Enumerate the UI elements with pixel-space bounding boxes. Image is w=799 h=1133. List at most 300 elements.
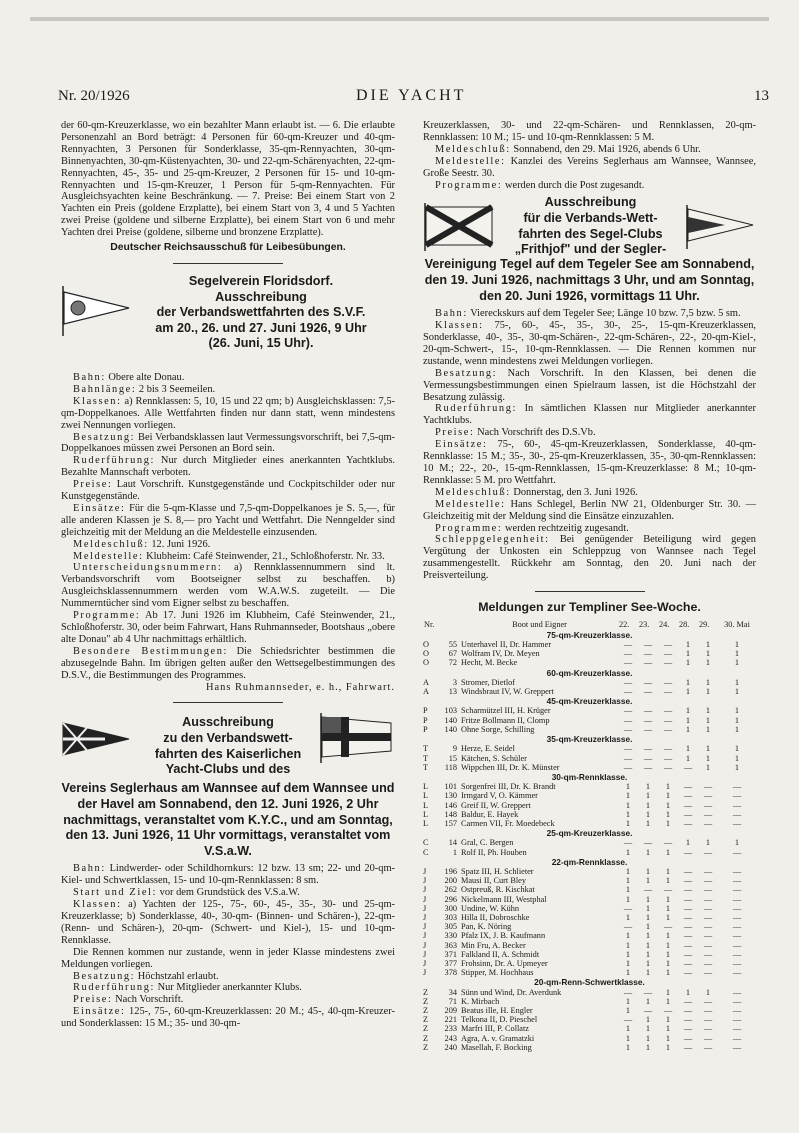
day-entry: — — [703, 1033, 713, 1043]
page-number: 13 — [754, 88, 769, 104]
day-entry: 1 — [645, 940, 651, 950]
sail-number: 157 — [444, 818, 457, 828]
day-entry: — — [732, 949, 742, 959]
paragraph-text: Kanzlei des Vereins Seglerhaus am Wannsee, Wannsee, Große Seestr. 30. — [423, 155, 756, 179]
sail-letter: Z — [423, 1042, 429, 1052]
day-entry: — — [683, 866, 693, 876]
day-entry: — — [732, 931, 742, 941]
running-header — [58, 88, 769, 108]
paragraph — [423, 120, 756, 144]
paragraph — [423, 403, 756, 427]
day-entry: — — [623, 762, 633, 772]
table-row — [423, 744, 756, 753]
sail-letter: O — [423, 649, 429, 659]
day-entry: — — [683, 968, 693, 978]
kyc-body — [61, 863, 395, 1030]
day-entry: 1 — [685, 744, 691, 754]
tegel-pennant-icon — [685, 205, 755, 249]
day-entry: — — [663, 753, 673, 763]
boat-and-owner: Kätchen, S. Schüler — [461, 753, 527, 763]
day-entry: 1 — [645, 968, 651, 978]
sail-number: 303 — [444, 912, 457, 922]
paragraph — [61, 455, 395, 479]
day-entry: — — [683, 912, 693, 922]
paragraph-keyword: Klassen: — [435, 320, 484, 332]
title-line: Ausschreibung — [182, 715, 274, 730]
day-entry: — — [683, 809, 693, 819]
table-row — [423, 1034, 756, 1043]
paragraph-text: Klubheim: Café Steinwender, 21., Schloßhoferstr. Nr. 33. — [143, 550, 385, 562]
paragraph — [423, 439, 756, 487]
table-row — [423, 922, 756, 931]
paragraph — [423, 523, 756, 535]
day-entry: 1 — [665, 782, 671, 792]
day-entry: 1 — [645, 818, 651, 828]
paragraph-keyword: Ruderführung: — [73, 455, 155, 467]
day-entry: — — [703, 847, 713, 857]
day-entry: 1 — [625, 800, 631, 810]
class-heading-row — [423, 977, 756, 987]
table-row — [423, 848, 756, 857]
day-entry: 1 — [734, 706, 740, 716]
day-entry: — — [732, 1005, 742, 1015]
table-row — [423, 950, 756, 959]
day-entry: 1 — [705, 838, 711, 848]
day-entry: 1 — [625, 809, 631, 819]
day-entry: — — [683, 847, 693, 857]
paragraph-text: Ab 17. Juni 1926 im Klubheim, Café Steinwender, 21., Schloßhoferstr. 30, oder beim Fahrwart, Hans Ruhmannseder, Bootshaus „obere alte Donau" ab 4 Uhr nachmittags erhältlich. — [61, 610, 395, 645]
paragraph — [423, 368, 756, 404]
table-header-row — [423, 619, 756, 630]
day-entry: 1 — [734, 640, 740, 650]
paragraph-keyword: Programme: — [435, 179, 503, 191]
day-entry: 1 — [645, 931, 651, 941]
day-entry: — — [663, 658, 673, 668]
day-entry: 1 — [665, 1024, 671, 1034]
day-entry: 1 — [665, 1042, 671, 1052]
day-entry: 1 — [625, 968, 631, 978]
day-entry: — — [643, 838, 653, 848]
day-entry: — — [683, 949, 693, 959]
paragraph — [61, 899, 395, 947]
day-entry: — — [683, 922, 693, 932]
day-entry: 1 — [625, 996, 631, 1006]
sail-letter: A — [423, 677, 429, 687]
day-entry: — — [623, 649, 633, 659]
boat-and-owner: Sorgenfrei III, Dr. K. Brandt — [461, 782, 556, 792]
kyc-title-long: Vereins Seglerhaus am Wannsee auf dem Wannsee und der Havel am Sonnabend, den 12. Juni 1926, 2 Uhr nachmittags, veranstaltet vom K.Y.C., und am Sonntag, den 13. Juni 1926, 11 Uhr vormittags, veranstaltet vom V.S.a.W. — [61, 781, 395, 858]
day-entry: 1 — [645, 912, 651, 922]
paragraph-text: Höchstzahl erlaubt. — [135, 970, 219, 982]
sail-letter: J — [423, 912, 427, 922]
day-entry: — — [663, 649, 673, 659]
day-entry: — — [663, 922, 673, 932]
frithjof-title-short — [499, 195, 682, 257]
day-entry: — — [683, 1042, 693, 1052]
day-entry: 1 — [685, 724, 691, 734]
sail-number: 262 — [444, 885, 457, 895]
class-heading: 20-qm-Renn-Schwertklasse. — [534, 977, 645, 988]
paragraph — [61, 610, 395, 646]
day-entry: 1 — [665, 931, 671, 941]
paragraph-keyword: Besondere Bestimmungen: — [73, 645, 229, 657]
day-entry: — — [732, 876, 742, 886]
day-entry: 1 — [625, 940, 631, 950]
boat-and-owner: Herze, E. Seidel — [461, 744, 515, 754]
paragraph-text: Bei Verbandsklassen laut Vermessungsvorschrift, bei 7,5-qm-Doppelkanoes müssen zwei Personen an Bord sein. — [61, 431, 395, 455]
day-entry: 1 — [645, 809, 651, 819]
sail-letter: Z — [423, 987, 429, 997]
header-day: 29. — [699, 619, 710, 629]
paragraph — [61, 646, 395, 682]
day-entry: — — [643, 649, 653, 659]
class-heading: 75-qm-Kreuzerklasse. — [546, 629, 633, 640]
table-row — [423, 763, 756, 772]
day-entry: 1 — [705, 762, 711, 772]
day-entry: — — [663, 724, 673, 734]
boat-and-owner: Pan, K. Nöring — [461, 922, 512, 932]
paragraph-text: Obere alte Donau. — [105, 371, 185, 383]
boat-and-owner: Carmen VII, Fr. Moedebeck — [461, 818, 555, 828]
day-entry: — — [703, 958, 713, 968]
paragraph — [423, 308, 756, 320]
day-entry: — — [703, 800, 713, 810]
day-entry: — — [683, 885, 693, 895]
paragraph — [61, 479, 395, 503]
paragraph-text: werden durch die Post zugesandt. — [502, 179, 645, 191]
day-entry: — — [732, 847, 742, 857]
day-entry: 1 — [645, 958, 651, 968]
floridsdorf-heading — [61, 272, 395, 372]
day-entry: — — [643, 762, 653, 772]
title-line: zu den Verbandswett- — [163, 731, 293, 746]
sail-letter: Z — [423, 1005, 429, 1015]
day-entry: — — [683, 958, 693, 968]
day-entry: 1 — [705, 744, 711, 754]
sail-letter: C — [423, 838, 429, 848]
boat-and-owner: Falkland II, A. Schmidt — [461, 949, 540, 959]
day-entry: — — [703, 809, 713, 819]
day-entry: — — [703, 818, 713, 828]
day-entry: — — [732, 1033, 742, 1043]
paragraph-text: a) Rennklassennummern sind lt. Verbandsvorschrift vom Bootseigner selbst zu beschaffen. b) Ausgleichsklassennummern werden vom W.A.W.S. zugeteilt. — Die Nummerntücher sind vom Eigner selbst zu beschaffen. — [61, 562, 395, 610]
sail-number: 243 — [444, 1033, 457, 1043]
day-entry: — — [732, 903, 742, 913]
divider — [535, 591, 645, 592]
day-entry: 1 — [665, 800, 671, 810]
sail-number: 34 — [448, 987, 457, 997]
day-entry: 1 — [705, 987, 711, 997]
day-entry: 1 — [625, 931, 631, 941]
paragraph-text: Sonnabend, den 29. Mai 1926, abends 6 Uhr. — [510, 143, 701, 155]
paragraph-keyword: Ruderführung: — [73, 982, 155, 994]
header-nr: Nr. — [424, 619, 435, 629]
day-entry: — — [623, 987, 633, 997]
sail-letter: J — [423, 866, 427, 876]
title-line: der Verbandswettfahrten des S.V.F. — [156, 305, 366, 320]
paragraph — [423, 320, 756, 368]
sail-number: 13 — [448, 687, 457, 697]
paragraph — [423, 427, 756, 439]
table-row — [423, 997, 756, 1006]
boat-and-owner: Wippchen III, Dr. K. Münster — [461, 762, 560, 772]
paragraph — [61, 384, 395, 396]
day-entry: — — [643, 987, 653, 997]
sail-letter: J — [423, 876, 427, 886]
header-day: 24. — [659, 619, 670, 629]
sail-letter: L — [423, 809, 429, 819]
intro-paragraph: der 60-qm-Kreuzerklasse, wo ein bezahlter Mann erlaubt ist. — 6. Die erlaubte Personenzahl an Bord beträgt: 4 Personen für 60-qm-Kreuzer und 40-qm-Rennyachten, 3 Personen für Sonderklasse, 35-qm-Rennyachten, 30-qm-Binnenyachten, 30-qm-Küstenyachten, 30- und 22-qm-Schärenyachten, 22-qm-Rennyachten, 45-, 35- und 25-qm-Kreuzer, 2 Personen für 15- und 10-qm-Rennyachten und 15-qm-Kreuzer, 1 Person für 5-qm-Rennyachten. Für Ausgleichsyachten keine Beschränkung. — 7. Preise: Bei einem Start von 2 Yachten ein Preis (goldene Erzplatte), bei einem Start von 3, 4 und 5 Yachten zwei Preise (goldene und silberne Erzplatte), bei einem Start von 6 und mehr Yachten drei Preise (goldene, silberne und bronzene Erzplatte). — [61, 120, 395, 239]
day-entry: 1 — [665, 866, 671, 876]
sail-letter: L — [423, 818, 429, 828]
sail-number: 103 — [444, 706, 457, 716]
day-entry: — — [643, 1005, 653, 1015]
sail-number: 305 — [444, 922, 457, 932]
day-entry: 1 — [685, 677, 691, 687]
day-entry: 1 — [625, 949, 631, 959]
day-entry: 1 — [665, 912, 671, 922]
day-entry: — — [623, 922, 633, 932]
boat-and-owner: Hilla II, Dobroschke — [461, 912, 530, 922]
paragraph-keyword: Einsätze: — [73, 502, 126, 514]
day-entry: — — [663, 744, 673, 754]
day-entry: 1 — [645, 866, 651, 876]
class-heading-row — [423, 668, 756, 678]
day-entry: 1 — [665, 958, 671, 968]
day-entry: — — [663, 715, 673, 725]
paragraph-keyword: Einsätze: — [73, 1006, 126, 1018]
paragraph-text: Nur durch Mitglieder eines anerkannten Yachtklubs. Bezahlte Mannschaft verboten. — [61, 455, 395, 479]
class-heading-row — [423, 630, 756, 640]
day-entry: — — [732, 1015, 742, 1025]
day-entry: 1 — [705, 658, 711, 668]
sail-number: 67 — [448, 649, 457, 659]
sail-number: 196 — [444, 866, 457, 876]
day-entry: — — [683, 894, 693, 904]
paragraph-text: Kreuzerklassen, 30- und 22-qm-Schären- und Rennklassen, 20-qm-Rennklassen: 10 M.; 15- und 10-qm-Rennklassen: 5 M. — [423, 120, 756, 143]
day-entry: — — [703, 866, 713, 876]
paragraph-keyword: Start und Ziel: — [73, 887, 158, 899]
sail-number: 371 — [444, 949, 457, 959]
day-entry: 1 — [665, 1015, 671, 1025]
day-entry: — — [663, 706, 673, 716]
boat-and-owner: K. Mirbach — [461, 996, 500, 1006]
day-entry: — — [683, 996, 693, 1006]
day-entry: — — [703, 940, 713, 950]
paragraph — [61, 982, 395, 994]
day-entry: — — [703, 1024, 713, 1034]
day-entry: 1 — [645, 949, 651, 959]
boat-and-owner: Greif II, W. Greppert — [461, 800, 531, 810]
paragraph-text: a) Rennklassen: 5, 10, 15 und 22 qm; b) Ausgleichsklassen: 7,5-qm-Doppelkanoes. Alle Wettfahrten finden nur dann statt, wenn mindestens zwei Nennungen vorliegen. — [61, 395, 395, 431]
boat-and-owner: Windsbraut IV, W. Greppert — [461, 687, 554, 697]
divider — [173, 702, 283, 703]
day-entry: 1 — [685, 987, 691, 997]
day-entry: 1 — [665, 987, 671, 997]
sail-letter: L — [423, 791, 429, 801]
day-entry: — — [703, 903, 713, 913]
table-row — [423, 706, 756, 715]
paragraph-text: Die Schiedsrichter bestimmen die abzusegelnde Bahn. Im übrigen gelten außer den Wettsegelbestimmungen des D.S.V., die Bestimmungen des Programmes. — [61, 645, 396, 681]
day-entry: — — [663, 885, 673, 895]
day-entry: — — [643, 753, 653, 763]
title-line: Yacht-Clubs und des — [165, 762, 291, 777]
paragraph-text: Die Rennen kommen nur zustande, wenn in jeder Klasse mindestens zwei Meldungen vorliegen. — [61, 946, 395, 970]
sail-number: 1 — [452, 847, 457, 857]
class-heading: 30-qm-Rennklasse. — [551, 771, 628, 782]
kyc-heading — [61, 711, 395, 789]
day-entry: — — [732, 800, 742, 810]
day-entry: 1 — [665, 949, 671, 959]
day-entry: — — [683, 940, 693, 950]
paragraph — [61, 947, 395, 971]
day-entry: — — [683, 1015, 693, 1025]
boat-and-owner: Frohsinn, Dr. A. Upmeyer — [461, 958, 548, 968]
day-entry: — — [732, 782, 742, 792]
table-row — [423, 725, 756, 734]
magazine-title: DIE YACHT — [356, 87, 467, 104]
paragraph-text: 2 bis 3 Seemeilen. — [136, 383, 216, 395]
scan-edge — [30, 17, 769, 21]
paragraph — [61, 971, 395, 983]
class-heading: 60-qm-Kreuzerklasse. — [546, 667, 633, 678]
paragraph-keyword: Einsätze: — [435, 439, 488, 451]
day-entry: 1 — [625, 1033, 631, 1043]
paragraph-text: In sämtlichen Klassen nur Mitglieder anerkannter Yachtklubs. — [423, 403, 756, 427]
sail-letter: P — [423, 724, 428, 734]
day-entry: — — [732, 809, 742, 819]
day-entry: 1 — [705, 687, 711, 697]
day-entry: — — [623, 753, 633, 763]
paragraph-keyword: Unterscheidungsnummern: — [73, 562, 223, 574]
paragraph-keyword: Besatzung: — [435, 367, 498, 379]
day-entry: — — [703, 968, 713, 978]
frithjof-heading — [423, 195, 756, 257]
title-line: für die Verbands-Wett- — [523, 211, 658, 226]
sail-number: 330 — [444, 931, 457, 941]
day-entry: 1 — [734, 677, 740, 687]
class-heading-row — [423, 857, 756, 867]
sail-number: 140 — [444, 724, 457, 734]
day-entry: — — [683, 800, 693, 810]
day-entry: 1 — [685, 687, 691, 697]
paragraph-text: Donnerstag, den 3. Juni 1926. — [510, 486, 638, 498]
paragraph — [61, 562, 395, 610]
day-entry: 1 — [625, 912, 631, 922]
day-entry: — — [732, 791, 742, 801]
boat-and-owner: Sünn und Wind, Dr. Averdunk — [461, 987, 562, 997]
sail-letter: Z — [423, 1015, 429, 1025]
sail-number: 72 — [448, 658, 457, 668]
sail-number: 14 — [448, 838, 457, 848]
boat-and-owner: Fritze Bollmann II, Clomp — [461, 715, 550, 725]
boat-and-owner: Ostpreuß, R. Kischkat — [461, 885, 535, 895]
paragraph-text: 75-, 60-, 45-, 35-, 30-, 25-, 15-qm-Kreuzerklassen, Sonderklasse, 40-, 35-, 30-qm-Schären-, 22-qm-Schären-, 22-, 20-qm-Kiel-, 20-qm-Schwert-, 15-, 10-qm-Rennklassen. — Die Rennen kommen nur zustande, wenn mindestens zwei Meldungen vorliegen. — [423, 320, 756, 367]
paragraph — [61, 887, 395, 899]
day-entry: — — [703, 885, 713, 895]
header-day: 30. Mai — [724, 619, 750, 629]
title-line: Ausschreibung — [544, 195, 637, 210]
paragraph-text: Hans Schlegel, Berlin NW 21, Oldenburger Str. 30. — Gleichzeitig mit der Meldung sind die Einsätze einzuzahlen. — [423, 498, 756, 522]
day-entry: 1 — [685, 838, 691, 848]
paragraph — [423, 534, 756, 582]
table-row — [423, 895, 756, 904]
boat-and-owner: Irmgard V, O. Kämmer — [461, 791, 538, 801]
day-entry: 1 — [665, 968, 671, 978]
table-row — [423, 959, 756, 968]
sail-letter: P — [423, 706, 428, 716]
left-column — [61, 120, 395, 1030]
paragraph-keyword: Meldeschluß: — [435, 143, 511, 155]
day-entry: — — [643, 715, 653, 725]
day-entry: 1 — [625, 791, 631, 801]
paragraph-keyword: Bahn: — [73, 863, 106, 875]
paragraph-keyword: Preise: — [73, 479, 113, 491]
registrations-title: Meldungen zur Templiner See-Woche. — [478, 600, 701, 615]
paragraph-keyword: Preise: — [435, 427, 475, 439]
day-entry: — — [703, 791, 713, 801]
day-entry: 1 — [665, 791, 671, 801]
class-heading: 25-qm-Kreuzerklasse. — [546, 828, 633, 839]
sail-number: 146 — [444, 800, 457, 810]
sail-number: 140 — [444, 715, 457, 725]
day-entry: — — [623, 687, 633, 697]
paragraph — [423, 156, 756, 180]
day-entry: 1 — [625, 1024, 631, 1034]
table-row — [423, 1024, 756, 1033]
day-entry: 1 — [705, 715, 711, 725]
day-entry: 1 — [734, 649, 740, 659]
day-entry: 1 — [645, 782, 651, 792]
day-entry: — — [703, 1042, 713, 1052]
title-line: fahrten des Kaiserlichen — [154, 746, 302, 761]
paragraph-text: Nach Vorschrift. In den Klassen, bei denen die Vermessungsbestimmungen einen Spielraum lassen, ist die Höchstzahl der Besatzung zulässig. — [423, 367, 756, 403]
boat-and-owner: Unterhavel II, Dr. Hammer — [461, 640, 552, 650]
day-entry: 1 — [705, 649, 711, 659]
sail-letter: Z — [423, 996, 429, 1006]
paragraph — [61, 994, 395, 1006]
day-entry: 1 — [625, 847, 631, 857]
day-entry: — — [643, 687, 653, 697]
sail-number: 300 — [444, 903, 457, 913]
sail-letter: O — [423, 640, 429, 650]
paragraph — [423, 144, 756, 156]
sail-number: 101 — [444, 782, 457, 792]
paragraph — [61, 551, 395, 563]
day-entry: — — [623, 724, 633, 734]
day-entry: — — [623, 744, 633, 754]
sail-letter: J — [423, 903, 427, 913]
sail-number: 363 — [444, 940, 457, 950]
sail-number: 3 — [452, 677, 457, 687]
paragraph-text: Nach Vorschrift des D.S.Vb. — [474, 427, 596, 439]
sail-number: 233 — [444, 1024, 457, 1034]
day-entry: 1 — [705, 640, 711, 650]
day-entry: 1 — [685, 715, 691, 725]
sail-letter: J — [423, 949, 427, 959]
paragraph-keyword: Bahn: — [73, 371, 106, 383]
day-entry: 1 — [734, 762, 740, 772]
day-entry: 1 — [685, 706, 691, 716]
kyc-title-short — [141, 715, 315, 777]
boat-and-owner: Agra, A. v. Gramatzki — [461, 1033, 535, 1043]
table-row — [423, 838, 756, 847]
paragraph-keyword: Meldestelle: — [73, 550, 144, 562]
day-entry: — — [623, 715, 633, 725]
paragraph — [61, 503, 395, 539]
sail-number: 296 — [444, 894, 457, 904]
class-heading: 45-qm-Kreuzerklasse. — [546, 696, 633, 707]
